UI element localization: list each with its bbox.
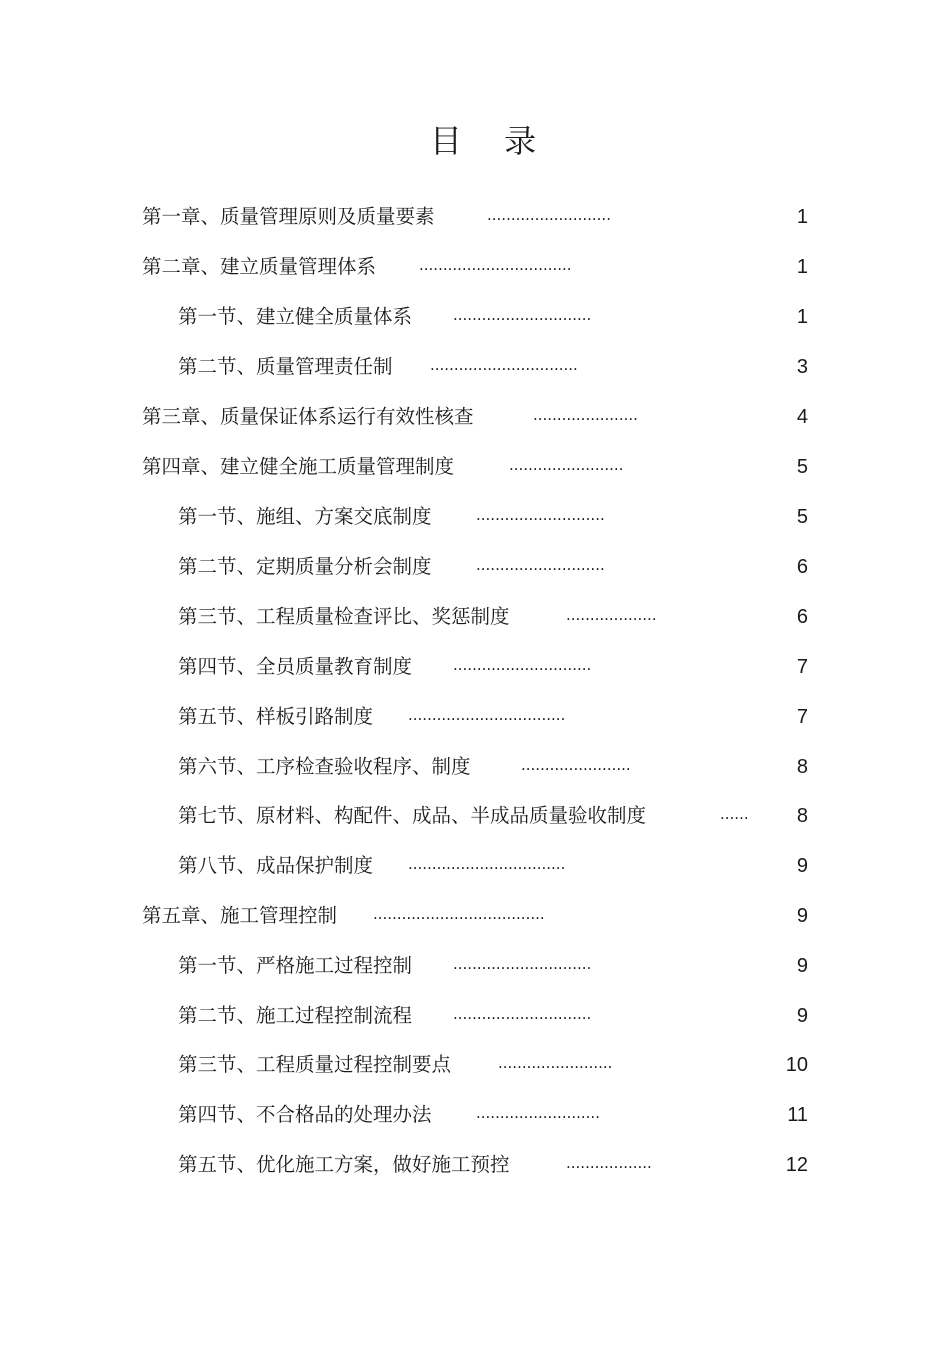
toc-leader-dots: ........................ xyxy=(498,1054,613,1072)
toc-page-number: 7 xyxy=(796,656,808,678)
toc-entry-section-4-4[interactable] xyxy=(0,652,950,682)
toc-entry-section-4-3[interactable] xyxy=(0,602,950,632)
toc-entry-text: 第五节、优化施工方案，做好施工预控 xyxy=(178,1153,510,1176)
toc-entry-text: 第二节、施工过程控制流程 xyxy=(178,1004,413,1027)
toc-leader-dots: ............................... xyxy=(430,356,578,374)
toc-page-number: 9 xyxy=(796,1005,808,1027)
toc-entry-text: 第一章、质量管理原则及质量要素 xyxy=(142,205,435,228)
toc-leader-dots: ...... xyxy=(720,805,749,823)
toc-entry-chapter-2[interactable] xyxy=(0,252,950,282)
toc-page-number: 12 xyxy=(785,1154,808,1176)
toc-leader-dots: ........................ xyxy=(509,456,624,474)
toc-leader-dots: ............................. xyxy=(453,1005,592,1023)
toc-entry-section-5-4[interactable] xyxy=(0,1100,950,1130)
toc-leader-dots: ........................... xyxy=(476,506,605,524)
toc-entry-text: 第三节、工程质量过程控制要点 xyxy=(178,1053,452,1076)
toc-entry-text: 第四节、全员质量教育制度 xyxy=(178,655,413,678)
toc-entry-chapter-5[interactable] xyxy=(0,901,950,931)
toc-entry-text: 第三节、工程质量检查评比、奖惩制度 xyxy=(178,605,510,628)
toc-entry-section-5-1[interactable] xyxy=(0,951,950,981)
toc-page-number: 1 xyxy=(796,256,808,278)
toc-leader-dots: ................................. xyxy=(408,855,566,873)
toc-entry-section-4-1[interactable] xyxy=(0,502,950,532)
toc-entry-text: 第二节、质量管理责任制 xyxy=(178,355,393,378)
toc-page-number: 9 xyxy=(796,955,808,977)
toc-entry-chapter-3[interactable] xyxy=(0,402,950,432)
toc-leader-dots: .......................... xyxy=(487,206,611,224)
toc-entry-text: 第五章、施工管理控制 xyxy=(142,904,338,927)
toc-entry-section-4-7[interactable] xyxy=(0,801,950,831)
toc-page-number: 1 xyxy=(796,306,808,328)
toc-leader-dots: .................................... xyxy=(373,905,545,923)
toc-page-number: 8 xyxy=(796,756,808,778)
toc-entry-text: 第一节、严格施工过程控制 xyxy=(178,954,413,977)
toc-page-number: 4 xyxy=(796,406,808,428)
toc-page-number: 11 xyxy=(787,1104,808,1126)
toc-leader-dots: ............................. xyxy=(453,306,592,324)
toc-entry-text: 第一节、建立健全质量体系 xyxy=(178,305,413,328)
toc-leader-dots: .................. xyxy=(566,1154,652,1172)
toc-page-number: 5 xyxy=(796,456,808,478)
toc-page-number: 6 xyxy=(796,606,808,628)
toc-entry-section-5-5[interactable] xyxy=(0,1150,950,1180)
toc-leader-dots: ................... xyxy=(566,606,657,624)
toc-entry-section-4-8[interactable] xyxy=(0,851,950,881)
toc-page-number: 3 xyxy=(796,356,808,378)
toc-page-number: 5 xyxy=(796,506,808,528)
toc-page-number: 7 xyxy=(796,706,808,728)
toc-entry-text: 第四节、不合格品的处理办法 xyxy=(178,1103,432,1126)
toc-entry-section-4-2[interactable] xyxy=(0,552,950,582)
toc-page-number: 10 xyxy=(785,1054,808,1076)
toc-entry-text: 第六节、工序检查验收程序、制度 xyxy=(178,755,471,778)
toc-page-number: 9 xyxy=(796,855,808,877)
page-title: 目 录 xyxy=(429,122,553,160)
toc-entry-section-2-2[interactable] xyxy=(0,352,950,382)
toc-leader-dots: ................................. xyxy=(408,706,566,724)
toc-leader-dots: ...................... xyxy=(533,406,638,424)
toc-entry-text: 第七节、原材料、构配件、成品、半成品质量验收制度 xyxy=(178,804,647,827)
toc-entry-text: 第五节、样板引路制度 xyxy=(178,705,374,728)
toc-page-number: 8 xyxy=(796,805,808,827)
toc-leader-dots: ............................. xyxy=(453,656,592,674)
toc-leader-dots: ........................... xyxy=(476,556,605,574)
toc-entry-text: 第一节、施组、方案交底制度 xyxy=(178,505,432,528)
toc-page-number: 9 xyxy=(796,905,808,927)
toc-entry-text: 第三章、质量保证体系运行有效性核查 xyxy=(142,405,474,428)
toc-entry-text: 第二节、定期质量分析会制度 xyxy=(178,555,432,578)
toc-entry-section-4-5[interactable] xyxy=(0,702,950,732)
toc-entry-text: 第二章、建立质量管理体系 xyxy=(142,255,377,278)
toc-entry-section-2-1[interactable] xyxy=(0,302,950,332)
toc-entry-section-5-3[interactable] xyxy=(0,1050,950,1080)
toc-entry-section-5-2[interactable] xyxy=(0,1001,950,1031)
toc-leader-dots: ................................ xyxy=(419,256,572,274)
toc-leader-dots: .......................... xyxy=(476,1104,600,1122)
toc-page-number: 1 xyxy=(796,206,808,228)
toc-entry-chapter-1[interactable] xyxy=(0,202,950,232)
toc-entry-text: 第四章、建立健全施工质量管理制度 xyxy=(142,455,455,478)
toc-leader-dots: ....................... xyxy=(521,756,631,774)
toc-entry-section-4-6[interactable] xyxy=(0,752,950,782)
toc-leader-dots: ............................. xyxy=(453,955,592,973)
toc-page-number: 6 xyxy=(796,556,808,578)
toc-entry-chapter-4[interactable] xyxy=(0,452,950,482)
toc-entry-text: 第八节、成品保护制度 xyxy=(178,854,374,877)
